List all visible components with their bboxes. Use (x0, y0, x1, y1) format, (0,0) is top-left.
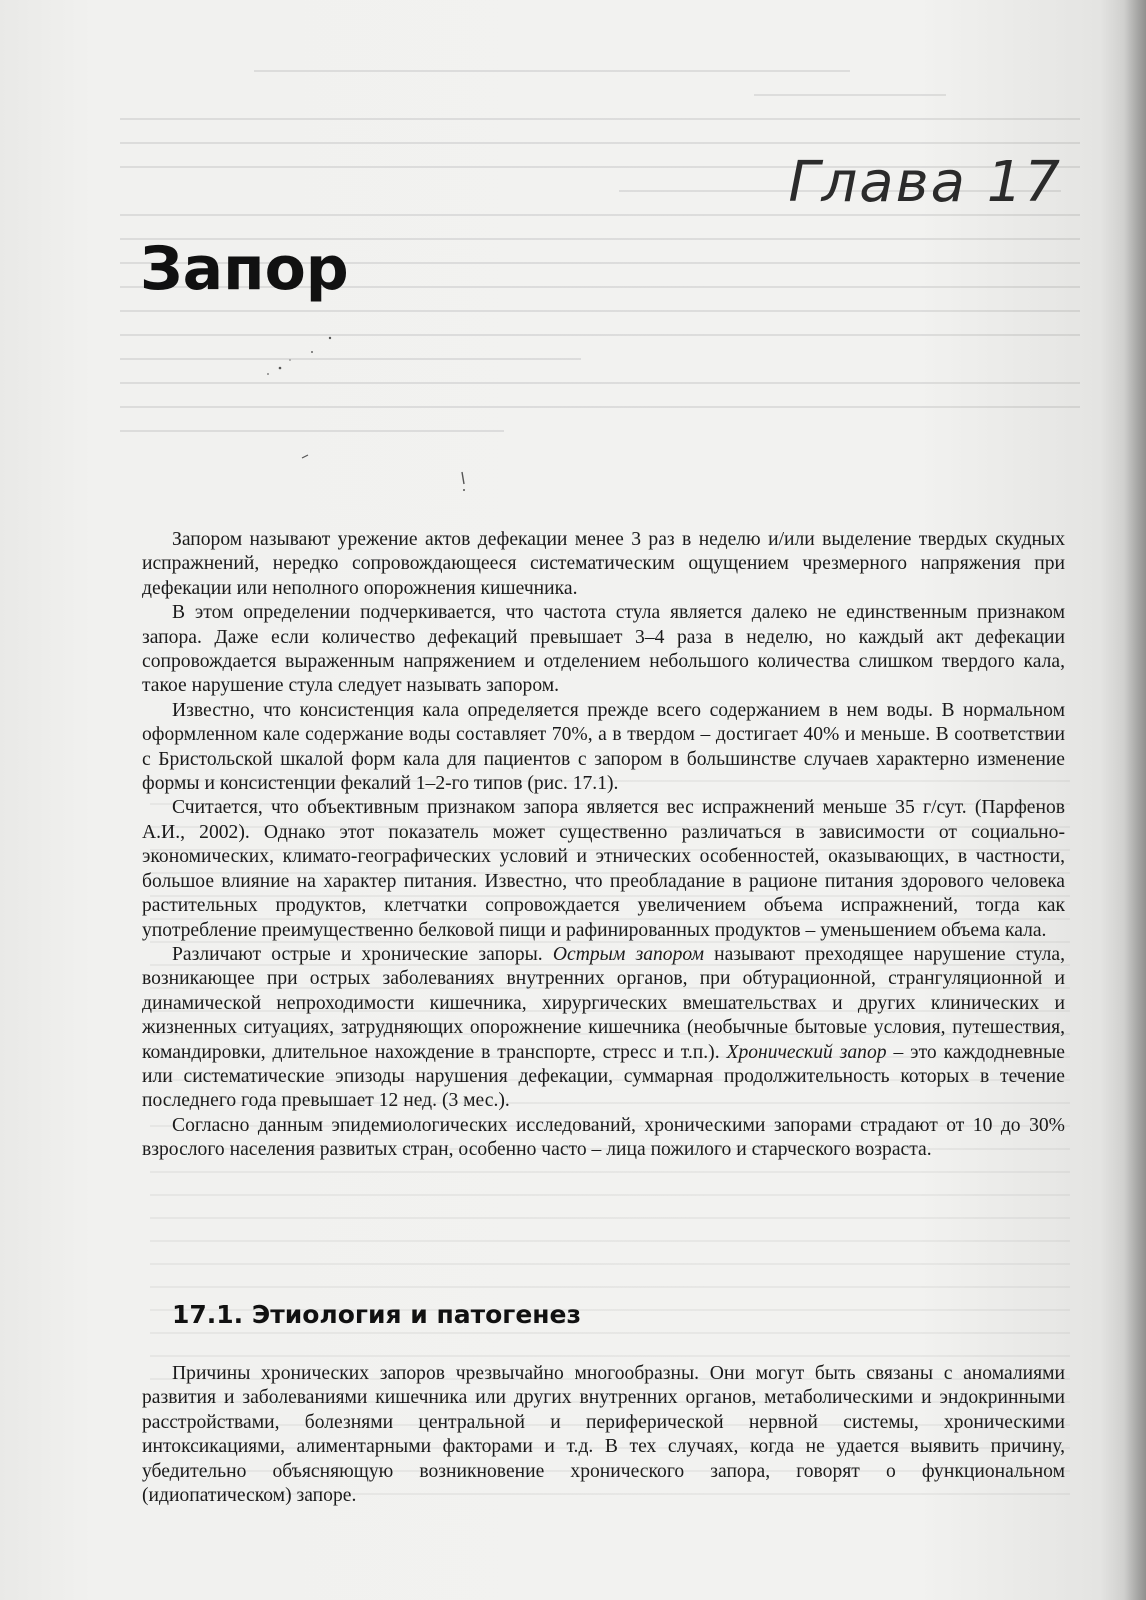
chapter-body (142, 528, 1065, 1163)
chapter-number-label: Глава 17 (788, 150, 1062, 215)
term-acute-constipation: Острым запором (552, 943, 704, 965)
section-heading: 17.1. Этиология и патогенез (172, 1300, 582, 1329)
paragraph: Считается, что объективным признаком запора является вес испражнений меньше 35 г/сут. (Парфенов А.И., 2002). Однако этот показатель может существенно различаться в зависимости от социально-экономических, климато-географических условий и этнических особенностей, оказывающих, в частности, большое влияние на характер питания. Известно, что преобладание в рационе питания здорового человека растительных продуктов, клетчатки сопровождается увеличением объема испражнений, тогда как употребление преимущественно белковой пищи и рафинированных продуктов – уменьшением объема кала. (142, 797, 1065, 941)
text-run: – это каждодневные или систематические эпизоды нарушения дефекации, суммарная продолжительность которых в течение последнего года превышает 12 нед. (3 мес.). (142, 1041, 1065, 1112)
paragraph: Известно, что консистенция кала определяется прежде всего содержанием в нем воды. В нормальном оформленном кале содержание воды составляет 70%, а в твердом – достигает 40% и меньше. В соответствии с Бристольской шкалой форм кала для пациентов с запором в большинстве случаев характерно изменение формы и консистенции фекалий 1–2-го типов (рис. 17.1). (142, 699, 1065, 795)
term-chronic-constipation: Хронический запор (726, 1041, 887, 1063)
paragraph: В этом определении подчеркивается, что частота стула является далеко не единственным признаком запора. Даже если количество дефекаций превышает 3–4 раза в неделю, но каждый акт дефекации сопровождается выраженным напряжением и отделением небольшого количества слишком твердого кала, такое нарушение стула следует называть запором. (142, 602, 1065, 697)
paragraph: Запором называют урежение актов дефекации менее 3 раз в неделю и/или выделение твердых скудных испражнений, нередко сопровождающееся систематическим ощущением чрезмерного напряжения при дефекации или неполного опорожнения кишечника. (142, 529, 1065, 599)
print-specks (250, 330, 490, 510)
chapter-title: Запор (140, 234, 349, 304)
paragraph: Причины хронических запоров чрезвычайно многообразны. Они могут быть связаны с аномалиями развития и заболеваниями кишечника или других внутренних органов, метаболическими и эндокринными расстройствами, болезнями центральной и периферической нервной системы, хроническими интоксикациями, алиментарными факторами и т.д. В тех случаях, когда не удается выявить причину, убедительно объясняющую возникновение хронического запора, говорят о функциональном (идиопатическом) запоре. (142, 1363, 1065, 1507)
text-run: называют преходящее нарушение стула, возникающее при острых заболеваниях внутренних органов, при обтурационной, странгуляционной и динамической непроходимости кишечника, хирургических вмешательствах и других клинических и жизненных ситуациях, затрудняющих опорожнение кишечника (необычные бытовые условия, путешествия, командировки, длительное нахождение в транспорте, стресс и т.п.). (142, 943, 1066, 1063)
paragraph: Согласно данным эпидемиологических исследований, хроническими запорами страдают от 10 до 30% взрослого населения развитых стран, особенно часто – лица пожилого и старческого возраста. (142, 1114, 1065, 1161)
page-edge-shadow (1124, 0, 1146, 1600)
section-body (142, 1362, 1065, 1508)
text-run: Различают острые и хронические запоры. (172, 943, 553, 965)
paragraph-acute-chronic (142, 943, 1065, 1114)
